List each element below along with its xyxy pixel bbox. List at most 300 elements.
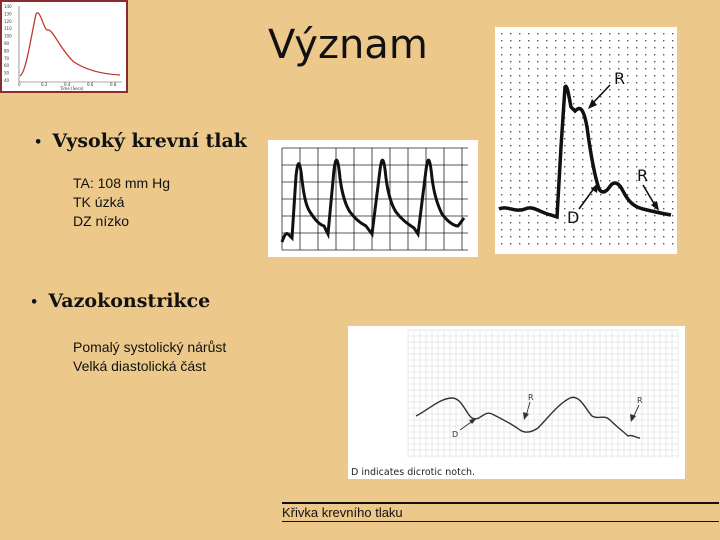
grid-dot: [582, 61, 583, 62]
grid-dot: [636, 103, 637, 104]
grid-dot: [600, 117, 601, 118]
grid-dot: [609, 47, 610, 48]
grid-dot: [645, 54, 646, 55]
grid-dot: [501, 152, 502, 153]
grid-dot: [627, 124, 628, 125]
grid-dot: [546, 54, 547, 55]
grid-dot: [672, 110, 673, 111]
grid-dot: [501, 68, 502, 69]
grid-dot: [564, 152, 565, 153]
grid-dot: [528, 68, 529, 69]
grid-dot: [501, 243, 502, 244]
grid-dot: [636, 138, 637, 139]
waveform-trace: [282, 160, 464, 242]
grid-dot: [591, 180, 592, 181]
grid-dot: [600, 180, 601, 181]
grid-dot: [528, 236, 529, 237]
thumb-y-tick: 90: [4, 41, 10, 46]
grid-dot: [591, 33, 592, 34]
grid-dot: [528, 145, 529, 146]
grid-dot: [609, 82, 610, 83]
grid-dot: [609, 124, 610, 125]
grid-dot: [519, 89, 520, 90]
grid-dot: [609, 103, 610, 104]
grid-dot: [519, 103, 520, 104]
grid-dot: [510, 61, 511, 62]
grid-dot: [582, 222, 583, 223]
grid-dot: [600, 138, 601, 139]
grid-dot: [519, 117, 520, 118]
grid-dot: [618, 54, 619, 55]
grid-dot: [555, 152, 556, 153]
grid-dot: [564, 222, 565, 223]
grid-dot: [591, 89, 592, 90]
grid-dot: [600, 194, 601, 195]
grid-dot: [654, 208, 655, 209]
grid-dot: [582, 194, 583, 195]
grid-dot: [663, 33, 664, 34]
grid-dot: [528, 131, 529, 132]
grid-dot: [582, 124, 583, 125]
grid-dot: [636, 215, 637, 216]
grid-dot: [537, 138, 538, 139]
grid-dot: [600, 47, 601, 48]
grid-dot: [555, 124, 556, 125]
grid-dot: [672, 82, 673, 83]
grid-dot: [537, 61, 538, 62]
grid-dot: [573, 145, 574, 146]
grid-dot: [591, 75, 592, 76]
grid-dot: [627, 131, 628, 132]
grid-dot: [537, 215, 538, 216]
grid-dot: [618, 173, 619, 174]
grid-dot: [672, 54, 673, 55]
grid-dot: [546, 33, 547, 34]
grid-dot: [501, 187, 502, 188]
grid-dot: [672, 243, 673, 244]
grid-dot: [627, 138, 628, 139]
grid-dot: [555, 159, 556, 160]
grid-dot: [582, 103, 583, 104]
grid-dot: [573, 180, 574, 181]
grid-dot: [600, 75, 601, 76]
grid-dot: [672, 236, 673, 237]
grid-dot: [546, 180, 547, 181]
grid-dot: [627, 82, 628, 83]
grid-dot: [573, 187, 574, 188]
grid-dot: [582, 47, 583, 48]
grid-dot: [672, 124, 673, 125]
grid-dot: [528, 229, 529, 230]
grid-dot: [654, 180, 655, 181]
grid-dot: [519, 222, 520, 223]
grid-dot: [546, 201, 547, 202]
grid-dot: [663, 243, 664, 244]
grid-dot: [537, 187, 538, 188]
grid-dot: [663, 145, 664, 146]
grid-dot: [528, 40, 529, 41]
grid-dot: [555, 117, 556, 118]
grid-dot: [528, 47, 529, 48]
grid-dot: [627, 180, 628, 181]
grid-dot: [654, 166, 655, 167]
grid-dot: [528, 180, 529, 181]
bullet-dot: •: [34, 134, 43, 150]
grid-dot: [591, 47, 592, 48]
grid-dot: [528, 201, 529, 202]
sub-list-2: [73, 338, 226, 376]
grid-dot: [600, 243, 601, 244]
grid-dot: [519, 110, 520, 111]
grid-dot: [672, 222, 673, 223]
grid-dot: [501, 61, 502, 62]
grid-dot: [564, 47, 565, 48]
grid-dot: [519, 201, 520, 202]
grid-dot: [528, 103, 529, 104]
grid-dot: [663, 124, 664, 125]
thumbnail-chart-svg: [2, 2, 126, 91]
waveform-image-labeled: [495, 27, 677, 254]
grid-dot: [672, 96, 673, 97]
grid-dot: [528, 124, 529, 125]
grid-dot: [519, 145, 520, 146]
grid-dot: [591, 229, 592, 230]
grid-dot: [537, 89, 538, 90]
bullet-label: Vazokonstrikce: [48, 290, 211, 312]
grid-dot: [600, 152, 601, 153]
grid-dot: [564, 187, 565, 188]
grid-dot: [564, 208, 565, 209]
grid-dot: [636, 236, 637, 237]
label-r2: R: [637, 166, 649, 185]
grid-dot: [546, 89, 547, 90]
grid-dot: [663, 82, 664, 83]
grid-dot: [654, 75, 655, 76]
grid-dot: [618, 222, 619, 223]
grid-dot: [618, 208, 619, 209]
grid-dot: [663, 54, 664, 55]
waveform-labeled-svg: [495, 27, 677, 254]
grid-dot: [672, 103, 673, 104]
grid-dot: [591, 61, 592, 62]
grid-dot: [591, 110, 592, 111]
grid-dot: [636, 145, 637, 146]
grid-dot: [582, 54, 583, 55]
grid-dot: [654, 33, 655, 34]
grid-dot: [654, 173, 655, 174]
grid-dot: [645, 243, 646, 244]
grid-dot: [510, 47, 511, 48]
grid-dot: [636, 131, 637, 132]
grid-dot: [582, 159, 583, 160]
grid-dot: [555, 243, 556, 244]
grid-dot: [501, 201, 502, 202]
grid-dot: [654, 117, 655, 118]
grid-dot: [654, 47, 655, 48]
grid-dot: [573, 194, 574, 195]
grid-dot: [591, 208, 592, 209]
thumb-y-tick: 140: [4, 4, 12, 9]
grid-dot: [501, 180, 502, 181]
grid-dot: [537, 131, 538, 132]
grid-dot: [564, 131, 565, 132]
grid-dot: [564, 201, 565, 202]
grid-dot: [573, 138, 574, 139]
grid-dot: [510, 124, 511, 125]
grid-dot: [555, 82, 556, 83]
grid-dot: [528, 152, 529, 153]
grid-dot: [672, 89, 673, 90]
grid-dot: [609, 222, 610, 223]
grid-dot: [519, 180, 520, 181]
grid-dot: [564, 173, 565, 174]
grid-dot: [591, 96, 592, 97]
grid-dot: [582, 208, 583, 209]
grid-dot: [600, 201, 601, 202]
grid-dot: [573, 61, 574, 62]
thumb-y-tick: 130: [4, 11, 12, 17]
grid-dot: [537, 75, 538, 76]
grid-dot: [510, 180, 511, 181]
grid-dot: [501, 215, 502, 216]
grid-dot: [600, 215, 601, 216]
grid-dot: [636, 75, 637, 76]
grid-dot: [528, 54, 529, 55]
grid-dot: [528, 194, 529, 195]
grid-dot: [537, 145, 538, 146]
grid-dot: [537, 40, 538, 41]
label-d: D: [567, 208, 580, 227]
grid-dot: [564, 82, 565, 83]
grid-dot: [510, 187, 511, 188]
grid-dot: [636, 201, 637, 202]
grid-dot: [510, 54, 511, 55]
grid-dot: [654, 145, 655, 146]
grid-dot: [573, 173, 574, 174]
grid-dot: [627, 187, 628, 188]
grid-dot: [672, 180, 673, 181]
grid-dot: [528, 243, 529, 244]
grid-dot: [654, 110, 655, 111]
grid-dot: [573, 229, 574, 230]
grid-dot: [582, 131, 583, 132]
grid-dot: [654, 229, 655, 230]
grid-dot: [573, 68, 574, 69]
grid-dot: [672, 194, 673, 195]
grid-dot: [510, 194, 511, 195]
grid-dot: [636, 68, 637, 69]
grid-dot: [618, 194, 619, 195]
grid-dot: [582, 243, 583, 244]
grid-dot: [627, 166, 628, 167]
thumb-xlabel: Time (Secs): [60, 86, 84, 91]
grid-dot: [537, 96, 538, 97]
grid-dot: [600, 54, 601, 55]
grid-dot: [555, 138, 556, 139]
sub-item: Pomalý systolický nárůst: [73, 339, 227, 355]
grid-dot: [663, 187, 664, 188]
grid-dot: [609, 40, 610, 41]
grid-dot: [627, 208, 628, 209]
grid-dot: [627, 152, 628, 153]
grid-dot: [636, 61, 637, 62]
grid-dot: [609, 194, 610, 195]
grid-dot: [645, 222, 646, 223]
grid-dot: [591, 40, 592, 41]
grid-dot: [654, 201, 655, 202]
grid-dot: [645, 110, 646, 111]
grid-dot: [591, 54, 592, 55]
grid-dot: [654, 68, 655, 69]
grid-dot: [663, 201, 664, 202]
grid-dot: [600, 208, 601, 209]
grid-dot: [528, 61, 529, 62]
grid-dot: [564, 236, 565, 237]
grid-dot: [627, 96, 628, 97]
grid-dot: [537, 103, 538, 104]
grid-dot: [600, 33, 601, 34]
grid-dot: [618, 61, 619, 62]
grid-dot: [663, 89, 664, 90]
waveform-bottom-svg: [348, 326, 685, 479]
grid-dot: [537, 47, 538, 48]
grid-dot: [573, 166, 574, 167]
grid-dot: [645, 145, 646, 146]
grid-dot: [546, 68, 547, 69]
grid-dot: [609, 166, 610, 167]
grid-dot: [501, 236, 502, 237]
grid-dot: [663, 75, 664, 76]
grid-dot: [609, 180, 610, 181]
grid-dot: [645, 236, 646, 237]
grid-dot: [672, 33, 673, 34]
grid-dot: [591, 215, 592, 216]
grid-dot: [654, 194, 655, 195]
grid-dot: [510, 117, 511, 118]
grid-dot: [582, 75, 583, 76]
grid-dot: [519, 229, 520, 230]
grid-dot: [501, 47, 502, 48]
grid-dot: [564, 54, 565, 55]
grid-dot: [672, 117, 673, 118]
grid-dot: [546, 187, 547, 188]
grid-dot: [528, 222, 529, 223]
grid-dot: [627, 229, 628, 230]
grid-dot: [510, 145, 511, 146]
grid-dot: [609, 243, 610, 244]
sub-item: TA: 108 mm Hg: [73, 175, 170, 191]
grid-dot: [600, 145, 601, 146]
grid-dot: [609, 33, 610, 34]
grid-dot: [501, 110, 502, 111]
grid-dot: [636, 110, 637, 111]
grid-dot: [645, 201, 646, 202]
bullet-high-pressure: [34, 130, 247, 152]
grid-dot: [672, 201, 673, 202]
grid-dot: [537, 152, 538, 153]
grid-dot: [555, 194, 556, 195]
grid-dot: [555, 47, 556, 48]
grid-dot: [546, 236, 547, 237]
grid-dot: [564, 68, 565, 69]
grid-dot: [528, 166, 529, 167]
grid-dot: [546, 222, 547, 223]
grid-dot: [573, 75, 574, 76]
grid-dot: [618, 180, 619, 181]
grid-dot: [537, 110, 538, 111]
grid-dot: [636, 194, 637, 195]
grid-dot: [528, 33, 529, 34]
grid-dot: [564, 138, 565, 139]
grid-dot: [555, 110, 556, 111]
grid-dot: [564, 40, 565, 41]
grid-dot: [627, 47, 628, 48]
grid-dot: [528, 159, 529, 160]
grid-dot: [501, 194, 502, 195]
grid-dot: [555, 145, 556, 146]
grid-dot: [501, 131, 502, 132]
grid-dot: [528, 110, 529, 111]
grid-dot: [645, 40, 646, 41]
grid-dot: [654, 159, 655, 160]
grid-dot: [618, 201, 619, 202]
grid-dot: [663, 47, 664, 48]
thumb-y-tick: 50: [4, 70, 10, 76]
grid-dot: [537, 243, 538, 244]
grid-dot: [609, 96, 610, 97]
grid-dot: [546, 103, 547, 104]
grid-dot: [510, 201, 511, 202]
grid-dot: [510, 166, 511, 167]
grid-dot: [510, 159, 511, 160]
grid-dot: [546, 82, 547, 83]
grid-dot: [501, 222, 502, 223]
grid-dot: [609, 215, 610, 216]
grid-dot: [564, 243, 565, 244]
thumb-y-tick: 100: [4, 33, 12, 39]
grid-dot: [573, 96, 574, 97]
grid-dot: [537, 229, 538, 230]
grid-dot: [600, 229, 601, 230]
grid-dot: [546, 131, 547, 132]
grid-dot: [636, 117, 637, 118]
grid-dot: [663, 103, 664, 104]
grid-dot: [573, 40, 574, 41]
grid-dot: [591, 124, 592, 125]
grid-dot: [600, 61, 601, 62]
grid-dot: [519, 138, 520, 139]
grid-dot: [591, 82, 592, 83]
thumb-y-tick: 60: [4, 63, 10, 69]
grid-dot: [573, 152, 574, 153]
grid-dot: [528, 215, 529, 216]
label-r1: R: [528, 393, 534, 402]
grid-dot: [663, 61, 664, 62]
grid-dot: [546, 40, 547, 41]
grid-dot: [501, 75, 502, 76]
grid-dot: [636, 54, 637, 55]
grid-dot: [519, 131, 520, 132]
grid-dot: [609, 173, 610, 174]
grid-dot: [636, 89, 637, 90]
grid-dot: [672, 61, 673, 62]
grid-dot: [618, 166, 619, 167]
grid-dot: [672, 75, 673, 76]
grid-dot: [672, 173, 673, 174]
grid-dot: [663, 110, 664, 111]
grid-dot: [537, 222, 538, 223]
grid-dot: [510, 96, 511, 97]
